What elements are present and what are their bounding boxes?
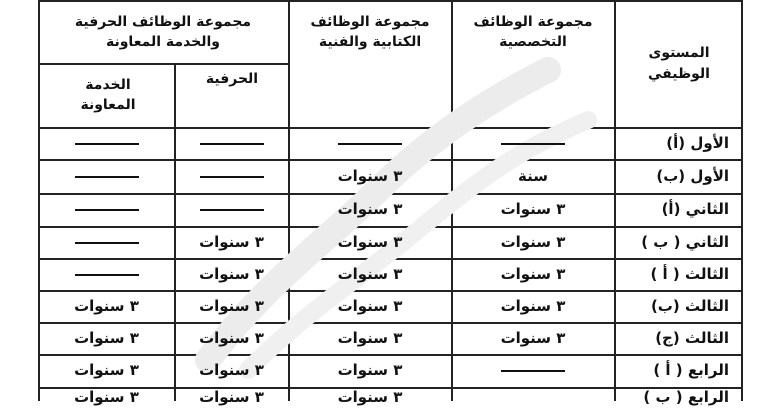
crafts-cell: ٣ سنوات	[199, 361, 264, 380]
clerical-cell: ٣ سنوات	[337, 200, 403, 219]
dash-mark	[200, 209, 264, 211]
service-cell-dash	[39, 128, 174, 159]
clerical-cell: ٣ سنوات	[337, 264, 403, 283]
service-cell-dash	[39, 194, 174, 226]
clerical-cell-dash	[289, 128, 451, 159]
clerical-cell: ٣ سنوات	[337, 388, 403, 407]
header-level: المستوى الوظيفي	[648, 45, 710, 82]
dash-mark	[200, 176, 264, 178]
service-cell-dash	[39, 259, 174, 290]
header-clerical: مجموعة الوظائف الكتابية والفنية	[310, 13, 430, 50]
level-cell: الثاني (أ)	[661, 200, 729, 219]
service-cell: ٣ سنوات	[74, 388, 139, 407]
specialized-cell: سنة	[518, 166, 548, 185]
crafts-cell: ٣ سنوات	[199, 296, 264, 315]
crafts-cell: ٣ سنوات	[199, 388, 264, 407]
dash-mark	[75, 242, 139, 244]
service-cell-dash	[39, 160, 174, 193]
clerical-cell: ٣ سنوات	[337, 166, 403, 185]
specialized-cell: ٣ سنوات	[500, 328, 566, 347]
crafts-cell-dash	[175, 128, 288, 159]
specialized-cell: ٣ سنوات	[500, 200, 566, 219]
clerical-cell: ٣ سنوات	[337, 328, 403, 347]
level-cell: الأول (ب)	[656, 166, 729, 185]
dash-mark	[75, 209, 139, 211]
level-cell: الثالث ( أ )	[650, 264, 729, 283]
level-cell: الثالث (ب)	[650, 296, 729, 315]
dash-mark	[75, 274, 139, 276]
dash-mark	[501, 143, 565, 145]
crafts-cell-dash	[175, 194, 288, 226]
clerical-cell: ٣ سنوات	[337, 232, 403, 251]
specialized-cell: ٣ سنوات	[500, 232, 566, 251]
service-cell: ٣ سنوات	[74, 296, 139, 315]
specialized-cell: ٣ سنوات	[500, 296, 566, 315]
crafts-cell-dash	[175, 160, 288, 193]
dash-mark	[75, 176, 139, 178]
level-cell: الثالث (ج)	[655, 328, 729, 347]
level-cell: الأول (أ)	[666, 133, 729, 152]
header-crafts-group: مجموعة الوظائف الحرفية والخدمة المعاونة	[74, 13, 252, 50]
header-specialized: مجموعة الوظائف التخصصية	[473, 13, 593, 50]
clerical-cell: ٣ سنوات	[337, 296, 403, 315]
crafts-cell: ٣ سنوات	[199, 328, 264, 347]
specialized-cell	[452, 388, 614, 408]
crafts-cell: ٣ سنوات	[199, 264, 264, 283]
service-cell: ٣ سنوات	[74, 328, 139, 347]
service-cell: ٣ سنوات	[74, 361, 139, 380]
specialized-cell-dash	[452, 128, 614, 159]
dash-mark	[501, 370, 565, 372]
dash-mark	[200, 143, 264, 145]
clerical-cell: ٣ سنوات	[337, 361, 403, 380]
dash-mark	[338, 143, 402, 145]
specialized-cell: ٣ سنوات	[500, 264, 566, 283]
crafts-cell: ٣ سنوات	[199, 232, 264, 251]
level-cell: الثاني ( ب )	[641, 232, 729, 251]
service-cell-dash	[39, 227, 174, 258]
specialized-cell-dash	[452, 355, 614, 387]
level-cell: الرابع ( أ )	[653, 361, 729, 380]
header-divider-crafts	[174, 63, 176, 127]
dash-mark	[75, 143, 139, 145]
header-crafts: الحرفية	[205, 70, 259, 87]
table-border-right	[741, 0, 743, 401]
promotion-table	[38, 0, 743, 407]
header-service: الخدمة المعاونة	[80, 76, 136, 113]
level-cell: الرابع ( ب )	[643, 388, 729, 407]
